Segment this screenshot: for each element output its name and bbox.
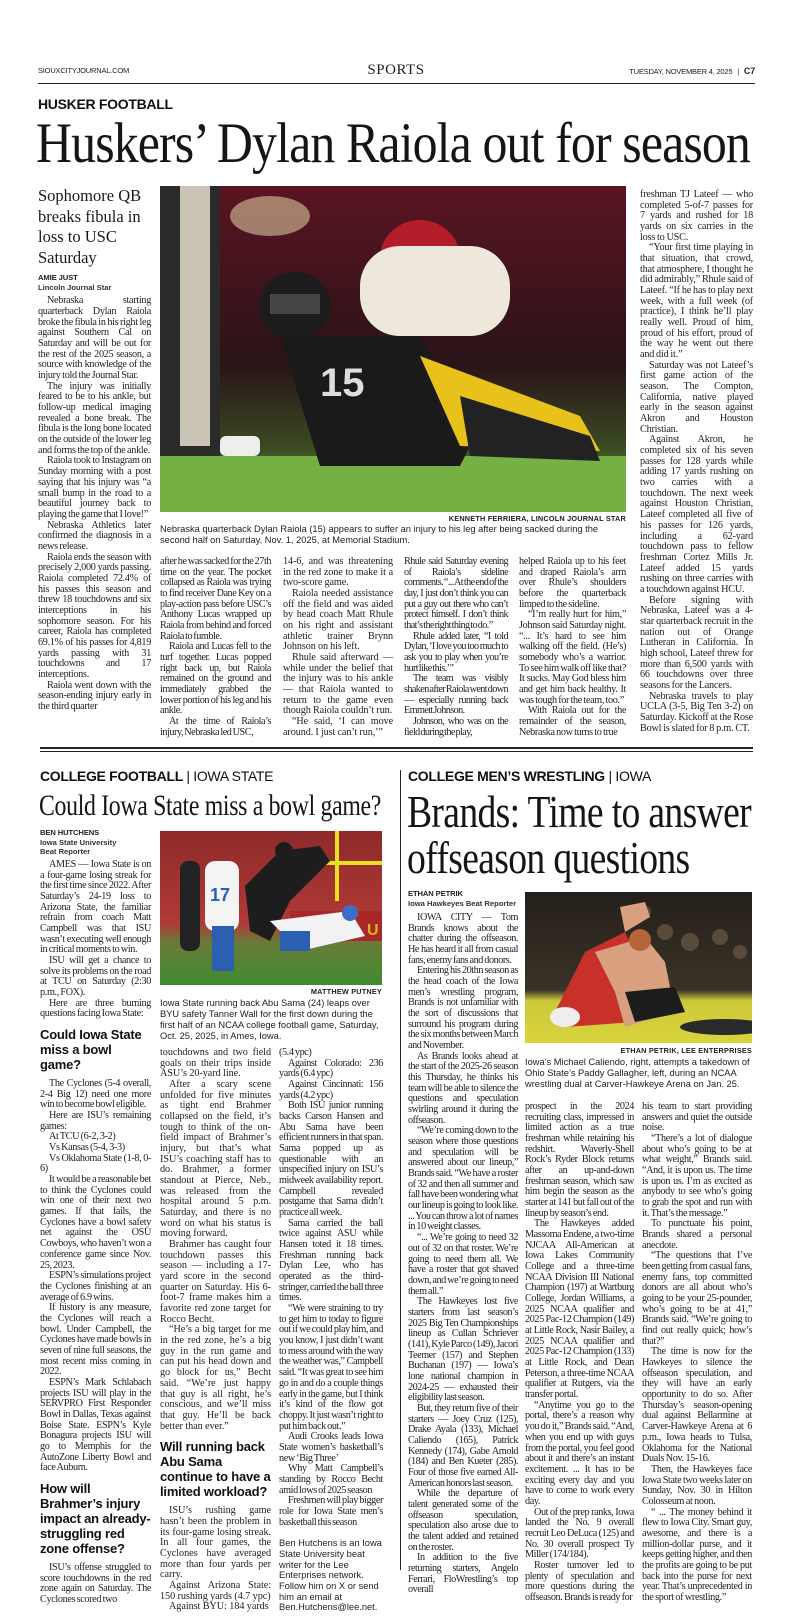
paragraph: Saturday was not Lateef’s first game action of the season. The Compton, California, native played early in the season against Akron and Houston Christian. (640, 359, 753, 435)
paragraph: In addition to the five returning starters, Angelo Ferrari, FloWrestling’s top overall (408, 1552, 518, 1596)
paragraph: his team to start providing answers and quiet the outside noise. (642, 1101, 752, 1134)
paragraph: “He said, ‘I can move around. I just can’t run,’” (283, 716, 393, 738)
paragraph: (5.4 ypc) (279, 1047, 312, 1058)
paragraph: “The questions that I’ve been getting from casual fans, enemy fans, top committed donors are all about who’s going to be your 25-pounder, who’s going to be at 41,” Brands said. “We’re going to find out really quick; how’s that?” (642, 1250, 752, 1347)
byline-org: Lincoln Journal Star (38, 282, 112, 292)
byline-org: Iowa State University (40, 837, 117, 847)
isu-kicker-sub: IOWA STATE (193, 768, 274, 784)
paragraph: “We were straining to try to get him to today to figure out if we could play him, and you know, I just didn’t want to mess around with the way the weather was,” Campbell said. “It was great to see him go in and do a couple things early in the game, but I think it’s kind of the flow got choppy. It just wasn’t right to put him back out.” (279, 1303, 383, 1432)
paragraph: “He’s a big target for me in the red zone, he’s a big guy in the run game and can put his head down and go block for us,” Becht said. “We’re just happy that guy is all right, he’s conscious, and we’ll miss that guy. He’ll be back better than ever.” (160, 1324, 271, 1432)
paragraph: The time is now for the Hawkeyes to silence the offseason speculation, and they will have an early opportunity to do so. After Thursday’s season-opening dual against Bellarmine at Carver-Hawkeye Arena at 6 p.m., Iowa heads to Tulsa, Oklahoma for the National Duals Nov. 15-16. (642, 1346, 752, 1465)
byline-org: Iowa Hawkeyes Beat Reporter (408, 898, 517, 908)
wrestling-kicker-sub: IOWA (615, 768, 652, 784)
wrestling-match-photo (525, 892, 752, 1043)
headline-line-1: Brands: Time to answer (407, 786, 751, 837)
page-info (629, 66, 755, 76)
paragraph: Raiola went down with the season-ending injury early in the third quarter (38, 679, 151, 712)
date: TUESDAY, NOVEMBER 4, 2025 (629, 67, 733, 76)
paragraph: Sama carried the ball twice against ASU while Hansen toted it 18 times. Freshman running back Dylan Lee, who has operated as the third-stringer, carried the ball three times. (279, 1217, 383, 1304)
paragraph: Vs Oklahoma State (1-8, 0-6) (40, 1152, 151, 1175)
paragraph: Here are three burning questions facing Iowa State: (40, 997, 151, 1020)
paragraph: Against Cincinnati: 156 yards (4.2 ypc) (279, 1079, 383, 1101)
isu-photo[interactable] (160, 831, 382, 985)
lead-photo-credit: KENNETH FERRIERA, LINCOLN JOURNAL STAR (448, 514, 626, 523)
byline-title: Beat Reporter (40, 847, 91, 857)
paragraph: If history is any measure, the Cyclones will reach a bowl. Under Campbell, the Cyclones have made bowls in seven of nine full seasons, the most recent miss coming in 2022. (40, 1302, 151, 1378)
paragraph: “There’s a lot of dialogue about who’s going to be at what weight,” Brands said. “And, it is upon us. The time is upon us. I’m as excited as anybody to see who’s going to grab the spot and run with it. That’s the message.” (642, 1133, 752, 1219)
paragraph: ISU will get a chance to solve its problems on the road at TCU on Saturday (2:30 p.m., FOX). (40, 955, 151, 999)
paragraph: Then, the Hawkeyes face Iowa State two weeks later on Sunday, Nov. 30 in Hilton Colosseum at noon. (642, 1463, 752, 1507)
section-divider-bottom (40, 751, 753, 752)
wrestling-photo-credit: ETHAN PETRIK, LEE ENTERPRISES (620, 1046, 752, 1055)
isu-photo-credit: MATTHEW PUTNEY (310, 987, 382, 996)
wrestling-photo[interactable] (525, 892, 752, 1043)
paragraph: touchdowns and two field goals on their trips inside ASU’s 20-yard line. (160, 1047, 271, 1080)
lead-column-3 (283, 557, 393, 738)
paragraph: “Your first time playing in that situation, that crowd, that atmosphere, I thought he did admirably,” Rhule said of Lateef. “If he has to play next week, with a full week (of practice), I think he’ll play really well. Proud of him, proud of his effort, proud of the way he went out there and did it.” (640, 242, 753, 361)
wrestling-column-3 (642, 1102, 752, 1604)
paragraph: Raiola needed assistance off the field and was aided by head coach Matt Rhule on his right and assistant athletic trainer Brynn Johnson on his left. (283, 588, 393, 653)
paragraph: Raiola and Lucas fell to the turf together. Lucas popped right back up, but Raiola remained on the ground and immediately grabbed the lower portion of his leg and his ankle. (160, 641, 271, 717)
paragraph: ESPN’s Mark Schlabach projects ISU will play in the SERVPRO First Responder Bowl in Dallas, Texas against Boise State. ESPN’s Kyle Bonagura projects ISU will go to Memphis for the AutoZone Liberty Bowl and face Auburn. (40, 1376, 151, 1474)
paragraph: Nebraska Athletics later confirmed the diagnosis in a news release. (38, 519, 151, 552)
football-leap-photo (160, 831, 382, 985)
isu-kicker (40, 768, 273, 784)
paragraph: Nebraska starting quarterback Dylan Raiola broke the fibula in his right leg against Southern Cal on Saturday and will be out for the rest of the 2025 season, a source with knowledge of the injury told the Journal Star. (38, 295, 151, 382)
paragraph: freshman TJ Lateef — who completed 5-of-7 passes for 7 yards and rushed for 18 yards on six carries in the loss to USC. (640, 189, 753, 243)
column-divider (400, 770, 401, 1570)
paragraph: As Brands looks ahead at the start of the 2025-26 season this Thursday, he thinks his team will be able to silence the questions and speculation swirling around it during the offseason. (408, 1050, 518, 1126)
lead-left-rail (38, 186, 152, 713)
paragraph: “We’re coming down to the season where those questions and speculation will be answered about our lineup,” Brands said. “We have a roster of 32 and then all summer and fall have been wondering what our lineup is going to look like. ... You can throw a lot of names in 10 weight classes. (408, 1125, 519, 1233)
byline-name: AMIE JUST (38, 273, 78, 282)
isu-column-3 (279, 1048, 383, 1613)
isu-column-1 (40, 860, 151, 1606)
paragraph: Against Akron, he completed six of his seven passes for 128 yards while adding 17 yards rushing on two carries with a touchdown. The next week against Houston Christian, Lateef completed all five of his passes for 126 yards, including a 62-yard touchdown pass to fellow freshman Cortez Mills Jr. Lateef added 15 yards rushing on three carries with a touchdown against HCU. (640, 434, 753, 595)
lead-column-2 (160, 557, 271, 738)
paragraph: The team was visibly shaken after Raiola went down — especially running back Emmett Johnson. (404, 673, 508, 717)
paragraph: Freshmen will play bigger role for Iowa State men’s basketball this season (279, 1495, 383, 1528)
paragraph: Why Matt Campbell’s standing by Rocco Becht amid lows of 2025 season (279, 1463, 383, 1496)
paragraph: But, they return five of their starters — Joey Cruz (125), Drake Ayala (133), Michael Caliendo (165), Patrick Kennedy (174), Gabe Arnold (184) and Ben Kueter (285). Four of those five earned All-American honors last season. (408, 1402, 518, 1489)
paragraph: Nebraska travels to play UCLA (3-5, Big Ten 3-2) on Saturday. Kickoff at the Rose Bowl is slated for 8 p.m. CT. (640, 690, 753, 734)
paragraph: The Cyclones (5-4 overall, 2-4 Big 12) need one more win to become bowl eligible. (40, 1078, 151, 1111)
wrestling-column-1 (408, 913, 518, 1596)
isu-kicker-main: COLLEGE FOOTBALL (40, 768, 183, 784)
kicker-separator: | (186, 768, 190, 784)
paragraph: At the time of Raiola’s injury, Nebraska led USC, (160, 716, 271, 738)
svg-text:17: 17 (210, 885, 231, 905)
paragraph: The injury was initially feared to be to his ankle, but follow-up medical imaging revealed a bone break. The fibula is the long bone located on the outside of the lower leg and forms the top of the ankle. (38, 380, 151, 456)
lead-kicker: HUSKER FOOTBALL (38, 96, 173, 112)
paragraph: Out of the prep ranks, Iowa landed the No. 9 overall recruit Leo DeLuca (125) and No. 30 overall prospect Ty Miller (174/184). (525, 1506, 634, 1561)
lead-byline (38, 273, 152, 292)
paragraph: Against BYU: 184 yards (169, 1601, 269, 1613)
football-injury-photo (160, 186, 626, 512)
svg-text:U: U (367, 922, 379, 939)
paragraph: Johnson, who was on the field during the play, (404, 716, 508, 738)
header-rule (38, 83, 755, 84)
isu-headline[interactable]: Could Iowa State miss a bowl game? (39, 789, 381, 822)
paragraph: after he was sacked for the 27th time on the year. The pocket collapsed as Raiola was trying to find receiver Dane Key on a play-action pass before USC’s Anthony Lucas wrapped up Raiola from behind and forced Raiola to fumble. (160, 556, 271, 642)
section-divider-top (40, 747, 753, 749)
paragraph: “... We’re going to need 32 out of 32 on that roster. We’re going to need them all. We have a roster that got shaved down, and we’re going to need them all.” (408, 1232, 518, 1297)
paragraph: Rhule said afterward — while under the belief that the injury was to his ankle — that Raiola wanted to return to the game even though Raiola couldn’t run. (283, 652, 393, 717)
isu-column-2 (160, 1048, 271, 1613)
paragraph: The Hawkeyes lost five starters from last season’s 2025 Big Ten Championships lineup as Cullan Schriever (141), Kyle Parco (149), Jacori Teemer (157) and Stephen Buchanan (197) — Iowa’s lone national champion in 2024-25 — exhausted their eligibility last season. (408, 1296, 518, 1404)
lead-photo-caption: Nebraska quarterback Dylan Raiola (15) appears to suffer an injury to his leg after being sacked during the second half on Saturday, Nov. 1, 2025, at Memorial Stadium. (160, 524, 599, 545)
paragraph: IOWA CITY — Tom Brands knows about the chatter during the offseason. He has heard it all from casual fans, enemy fans and donors. (408, 912, 518, 966)
paragraph: “Anytime you go to the portal, there’s a reason why you do it,” Brands said. “And, when you end up with guys from the portal, you feel good about it and there’s an instant excitement. ... It has to be exciting every day and you have to come to work every day. (525, 1399, 634, 1507)
paragraph: It would be a reasonable bet to think the Cyclones could win one of their next two games. If that fails, the Cyclones have a bowl safety net against the OSU Cowboys, who haven’t won a conference game since Nov. 25, 2023. (40, 1174, 151, 1271)
paragraph: Audi Crooks leads Iowa State women’s basketball’s new ‘Big Three’ (279, 1431, 383, 1464)
paragraph: prospect in the 2024 recruiting class, impressed in limited action as a true freshman while retaining his redshirt. Waverly-Shell Rock’s Ryder Block returns after an up-and-down freshman season, which saw him begin the season as the starter at 141 but fall out of the lineup by season’s end. (525, 1101, 634, 1219)
paragraph: “I’m really hurt for him,” Johnson said Saturday night. “... It’s hard to see him walking off the field. (He’s) somebody who’s a warrior. To see him walk off like that? It sucks. May God bless him and get him back healthy. It was tough for the team, too.” (519, 609, 626, 706)
paragraph: ESPN’s simulations project the Cyclones finishing at an average of 6.9 wins. (40, 1270, 151, 1303)
lead-column-5 (519, 557, 626, 738)
svg-text:15: 15 (320, 361, 365, 405)
isu-photo-caption: Iowa State running back Abu Sama (24) leaps over BYU safety Tanner Wall for the first down during the first half of an NCAA college football game, Saturday, Oct. 25, 2025, in Ames, Iowa. (160, 998, 379, 1041)
paragraph: ISU’s offense struggled to score touchdowns in the red zone again on Saturday. The Cyclones scored two (40, 1561, 151, 1605)
site-url[interactable]: SIOUXCITYJOURNAL.COM (38, 66, 130, 75)
paragraph: To punctuate his point, Brands shared a personal anecdote. (642, 1218, 752, 1251)
paragraph: 14-6, and was threatening in the red zone to make it a two-score game. (283, 556, 393, 589)
paragraph: ISU’s rushing game hasn’t been the problem in its four-game losing streak. In all four games, the Cyclones have averaged more than four yards per carry. (160, 1505, 271, 1581)
paragraph: Raiola ends the season with precisely 2,000 yards passing. Raiola completed 72.4% of his passes this season and threw 18 touchdowns and six interceptions in his sophomore season. For his career, Raiola has completed 69.1% of his passes for 4,819 yards passing with 31 touchdowns and 17 interceptions. (38, 551, 151, 680)
separator: | (737, 67, 739, 76)
wrestling-headline[interactable] (407, 786, 751, 883)
paragraph: At TCU (6-2, 3-2) (49, 1131, 116, 1143)
paragraph: Before signing with Nebraska, Lateef was a 4-star quarterback recruit in the nation out of Orange Lutheran in California. In high school, Lateef threw for more than 6,500 yards with 66 touchdowns over three seasons for the Lancers. (640, 594, 753, 691)
page-number: C7 (743, 66, 755, 76)
paragraph: Rhule added later, “I told Dylan, ‘I love you too much to ask you to play when you’re hurt like this.’” (404, 630, 508, 674)
byline-name: BEN HUTCHENS (40, 828, 100, 837)
wrestling-byline (408, 889, 516, 908)
paragraph: Against Colorado: 236 yards (6.4 ypc) (279, 1057, 383, 1080)
lead-column-6 (640, 190, 753, 734)
paragraph: Brahmer has caught four touchdown passes this season — including a 17-yard score in the second quarter on Saturday. His 6-foot-7 frame makes him a favorite red zone target for Rocco Becht. (160, 1239, 271, 1325)
paragraph: Rhule said Saturday evening of Raiola’s sideline comments. “... At the end of the day, I just don’t think you can put a guy out there who can’t protect himself. I don’t think that’s the right thing to do.” (404, 556, 508, 632)
wrestling-column-2 (525, 1102, 634, 1604)
author-tagline: Ben Hutchens is an Iowa State University beat writer for the Lee Enterprises network. Follow him on X or send him an email at Ben.Hutchens@lee.net. (279, 1538, 382, 1613)
paragraph: Entering his 20thn season as the head coach of the Iowa men’s wrestling program, Brands is not unfamiliar with the sort of discussions that surround his program during the six months between March and November. (408, 965, 518, 1052)
paragraph: Both ISU junior running backs Carson Hansen and Abu Sama have been efficient runners in that span. Sama popped up as questionable with an unspecified injury on ISU’s midweek availability report. Campbell revealed postgame that Sama didn’t practice all week. (279, 1100, 383, 1219)
wrestling-kicker-main: COLLEGE MEN’S WRESTLING (408, 768, 605, 784)
lead-column-1 (38, 296, 151, 712)
lead-photo[interactable] (160, 186, 626, 512)
paragraph: Vs Kansas (5-4, 3-3) (49, 1142, 125, 1154)
wrestling-kicker (408, 768, 651, 784)
paragraph: Roster turnover led to plenty of speculation and more questions during the offseason. Brands is ready for (525, 1559, 634, 1603)
lead-column-4 (404, 557, 508, 738)
paragraph: After a scary scene unfolded for five minutes as tight end Brahmer collapsed on the field, it’s tough to think of the on-field impact of Brahmer’s injury, but that’s what ISU’s coaching staff has to do. Brahmer, a former standout at Pierce, Neb., was released from the hospital around 5 p.m. Saturday, and there is no word on what his status is moving forward. (160, 1079, 271, 1240)
paragraph: The Hawkeyes added Massoma Endene, a two-time NJCAA All-American at Iowa Lakes Community College and a three-time NCAA Division III National Champion (197) at Wartburg College, Jordan Williams, a 2025 NCAA qualifier and 2025 Pac-12 Champion (149) at Little Rock, Nasir Bailey, a 2025 NCAA qualifier and 2025 Pac-12 Champion (133) at Little Rock, and Dean Peterson, a three-time NCAA qualifier at Rutgers, via the transfer portal. (525, 1218, 634, 1401)
subheading: Will running back Abu Sama continue to have a limited workload? (160, 1439, 271, 1500)
section-name: SPORTS (367, 62, 425, 78)
wrestling-photo-caption: Iowa’s Michael Caliendo, right, attempts a takedown of Ohio State’s Paddy Gallagher, left, during an NCAA wrestling dual at Carver-Hawkeye Arena on Jan. 25. (525, 1057, 750, 1089)
lead-headline[interactable]: Huskers’ Dylan Raiola out for season (36, 112, 750, 175)
subheading: How will Brahmer’s injury impact an already-struggling red zone offense? (40, 1480, 151, 1556)
kicker-separator: | (608, 768, 612, 784)
paragraph: AMES — Iowa State is on a four-game losing streak for the first time since 2022. After Saturday’s 24-19 loss to Arizona State, the familiar refrain from coach Matt Campbell was that ISU wasn’t executing well enough in critical moments to win. (40, 859, 151, 956)
lead-deck: Sophomore QB breaks fibula in loss to USC Saturday (38, 186, 142, 267)
isu-byline (40, 828, 116, 857)
paragraph: While the departure of talent generated some of the offseason speculation, speculation also arose due to the talent added and retained on the roster. (408, 1488, 518, 1553)
headline-line-2: offseason questions (407, 832, 690, 883)
paragraph: Raiola took to Instagram on Sunday morning with a post saying that his injury was “a small bump in the road to a beautiful journey back to playing the game that I love!” (38, 455, 151, 520)
paragraph: “ ... The money behind it flew to Iowa City. Smart guy, awesome, and there is a million-dollar purse, and it keeps getting higher, and then the profits are going to be put back into the purse for next year. That’s unprecedented in the sport of wrestling.” (642, 1506, 752, 1603)
paragraph: With Raiola out for the remainder of the season, Nebraska now turns to true (519, 705, 626, 738)
subheading: Could Iowa State miss a bowl game? (40, 1027, 142, 1073)
paragraph: Here are ISU’s remaining games: (40, 1110, 151, 1132)
paragraph: helped Raiola up to his feet and draped Raiola’s arm over Rhule’s shoulders before the quarterback limped to the sideline. (519, 556, 626, 610)
byline-name: ETHAN PETRIK (408, 889, 463, 898)
paragraph: Against Arizona State: 150 rushing yards (4.7 ypc) (160, 1579, 271, 1602)
